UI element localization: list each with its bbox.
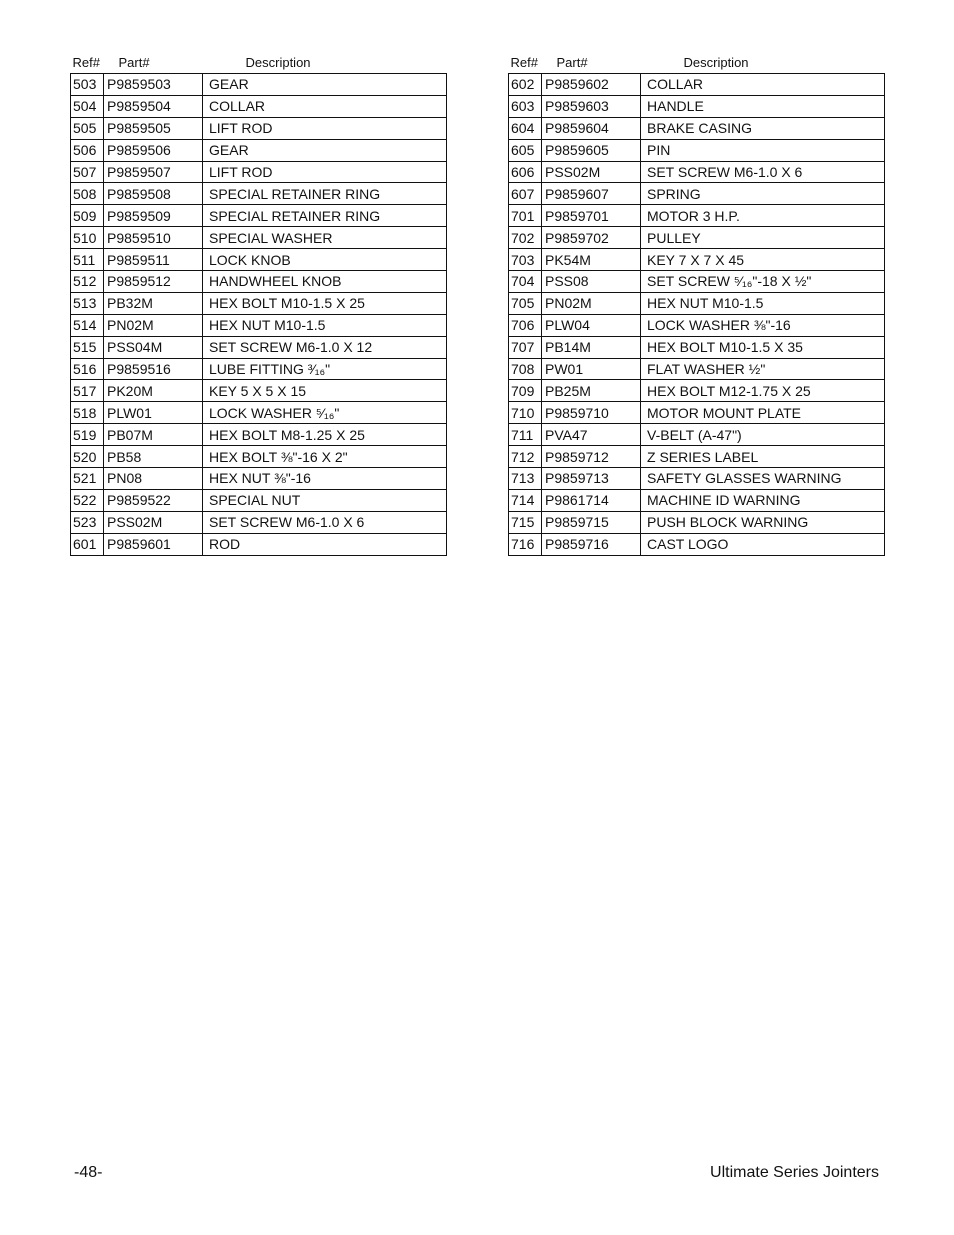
part-number-cell: PB58 — [104, 446, 203, 468]
ref-cell: 516 — [71, 358, 104, 380]
ref-cell: 517 — [71, 380, 104, 402]
part-number-cell: P9859503 — [104, 74, 203, 96]
part-number-cell: PLW01 — [104, 402, 203, 424]
table-row — [71, 74, 447, 96]
ref-cell: 601 — [71, 533, 104, 555]
part-number-cell: PB07M — [104, 424, 203, 446]
ref-cell: 604 — [509, 117, 542, 139]
part-number-cell: P9859710 — [542, 402, 641, 424]
description-cell: SAFETY GLASSES WARNING — [641, 468, 885, 490]
table-row — [509, 161, 885, 183]
ref-cell: 705 — [509, 292, 542, 314]
description-cell: LIFT ROD — [203, 117, 447, 139]
table-row — [71, 117, 447, 139]
part-number-cell: PSS04M — [104, 336, 203, 358]
table-row — [71, 271, 447, 293]
part-number-cell: P9859505 — [104, 117, 203, 139]
table-row — [71, 183, 447, 205]
part-number-cell: PSS02M — [104, 511, 203, 533]
description-cell: PULLEY — [641, 227, 885, 249]
ref-cell: 710 — [509, 402, 542, 424]
ref-cell: 522 — [71, 489, 104, 511]
part-number-cell: PB32M — [104, 292, 203, 314]
part-number-cell: P9859713 — [542, 468, 641, 490]
table-row — [71, 402, 447, 424]
ref-cell: 708 — [509, 358, 542, 380]
description-cell: GEAR — [203, 74, 447, 96]
description-cell: LIFT ROD — [203, 161, 447, 183]
ref-cell: 523 — [71, 511, 104, 533]
table-header-row — [509, 52, 885, 74]
column-header-ref: Ref# — [72, 55, 100, 70]
table-row — [71, 358, 447, 380]
description-cell: HEX NUT M10-1.5 — [203, 314, 447, 336]
ref-cell: 505 — [71, 117, 104, 139]
ref-cell: 511 — [71, 249, 104, 271]
part-number-cell: PN08 — [104, 468, 203, 490]
part-number-cell: P9861714 — [542, 489, 641, 511]
table-row — [71, 468, 447, 490]
part-number-cell: P9859601 — [104, 533, 203, 555]
ref-cell: 716 — [509, 533, 542, 555]
table-row — [509, 271, 885, 293]
ref-cell: 514 — [71, 314, 104, 336]
table-row — [509, 314, 885, 336]
part-number-cell: P9859508 — [104, 183, 203, 205]
ref-cell: 714 — [509, 489, 542, 511]
table-row — [71, 205, 447, 227]
part-number-cell: PW01 — [542, 358, 641, 380]
description-cell: LOCK KNOB — [203, 249, 447, 271]
table-row — [509, 292, 885, 314]
description-cell: HANDWHEEL KNOB — [203, 271, 447, 293]
column-header-description: Description — [245, 55, 311, 70]
ref-cell: 704 — [509, 271, 542, 293]
description-cell: FLAT WASHER ½" — [641, 358, 885, 380]
ref-cell: 504 — [71, 95, 104, 117]
part-number-cell: PK54M — [542, 249, 641, 271]
table-row — [71, 533, 447, 555]
description-cell: HEX NUT ⅜"-16 — [203, 468, 447, 490]
ref-cell: 702 — [509, 227, 542, 249]
table-row — [509, 117, 885, 139]
parts-table-left — [70, 52, 447, 556]
description-cell: MOTOR 3 H.P. — [641, 205, 885, 227]
ref-cell: 703 — [509, 249, 542, 271]
part-number-cell: P9859712 — [542, 446, 641, 468]
table-row — [71, 446, 447, 468]
ref-cell: 512 — [71, 271, 104, 293]
description-cell: Z SERIES LABEL — [641, 446, 885, 468]
description-cell: MOTOR MOUNT PLATE — [641, 402, 885, 424]
part-number-cell: P9859715 — [542, 511, 641, 533]
description-cell: LUBE FITTING ³⁄₁₆" — [203, 358, 447, 380]
description-cell: SET SCREW M6-1.0 X 6 — [641, 161, 885, 183]
table-row — [509, 489, 885, 511]
ref-cell: 712 — [509, 446, 542, 468]
ref-cell: 709 — [509, 380, 542, 402]
table-row — [71, 380, 447, 402]
description-cell: BRAKE CASING — [641, 117, 885, 139]
column-header-description: Description — [683, 55, 749, 70]
part-number-cell: P9859607 — [542, 183, 641, 205]
table-row — [71, 511, 447, 533]
table-row — [509, 95, 885, 117]
description-cell: HANDLE — [641, 95, 885, 117]
table-row — [509, 74, 885, 96]
part-number-cell: P9859702 — [542, 227, 641, 249]
description-cell: COLLAR — [203, 95, 447, 117]
ref-cell: 713 — [509, 468, 542, 490]
ref-cell: 521 — [71, 468, 104, 490]
table-row — [71, 227, 447, 249]
ref-cell: 506 — [71, 139, 104, 161]
ref-cell: 520 — [71, 446, 104, 468]
table-row — [509, 424, 885, 446]
part-number-cell: P9859701 — [542, 205, 641, 227]
description-cell: HEX BOLT ⅜"-16 X 2" — [203, 446, 447, 468]
part-number-cell: PB25M — [542, 380, 641, 402]
part-number-cell: PLW04 — [542, 314, 641, 336]
table-row — [509, 402, 885, 424]
table-row — [71, 95, 447, 117]
table-row — [509, 336, 885, 358]
description-cell: KEY 7 X 7 X 45 — [641, 249, 885, 271]
ref-cell: 706 — [509, 314, 542, 336]
part-number-cell: P9859511 — [104, 249, 203, 271]
part-number-cell: PK20M — [104, 380, 203, 402]
part-number-cell: P9859522 — [104, 489, 203, 511]
description-cell: SET SCREW M6-1.0 X 12 — [203, 336, 447, 358]
column-header-part: Part# — [556, 55, 588, 70]
description-cell: SPECIAL RETAINER RING — [203, 183, 447, 205]
description-cell: HEX BOLT M10-1.5 X 25 — [203, 292, 447, 314]
part-number-cell: PSS08 — [542, 271, 641, 293]
table-row — [509, 468, 885, 490]
part-number-cell: P9859510 — [104, 227, 203, 249]
description-cell: COLLAR — [641, 74, 885, 96]
description-cell: SPECIAL WASHER — [203, 227, 447, 249]
ref-cell: 508 — [71, 183, 104, 205]
description-cell: SPECIAL RETAINER RING — [203, 205, 447, 227]
description-cell: V-BELT (A-47") — [641, 424, 885, 446]
description-cell: SET SCREW ⁵⁄₁₆"-18 X ½" — [641, 271, 885, 293]
table-row — [71, 161, 447, 183]
part-number-cell: P9859605 — [542, 139, 641, 161]
ref-cell: 711 — [509, 424, 542, 446]
table-row — [509, 358, 885, 380]
description-cell: CAST LOGO — [641, 533, 885, 555]
description-cell: ROD — [203, 533, 447, 555]
part-number-cell: P9859516 — [104, 358, 203, 380]
description-cell: SPRING — [641, 183, 885, 205]
description-cell: MACHINE ID WARNING — [641, 489, 885, 511]
table-row — [71, 292, 447, 314]
ref-cell: 603 — [509, 95, 542, 117]
table-row — [71, 489, 447, 511]
table-row — [509, 227, 885, 249]
description-cell: GEAR — [203, 139, 447, 161]
ref-cell: 607 — [509, 183, 542, 205]
table-row — [509, 446, 885, 468]
description-cell: PIN — [641, 139, 885, 161]
table-row — [71, 139, 447, 161]
description-cell: KEY 5 X 5 X 15 — [203, 380, 447, 402]
table-row — [71, 424, 447, 446]
ref-cell: 503 — [71, 74, 104, 96]
description-cell: HEX BOLT M12-1.75 X 25 — [641, 380, 885, 402]
part-number-cell: P9859506 — [104, 139, 203, 161]
part-number-cell: P9859509 — [104, 205, 203, 227]
part-number-cell: P9859507 — [104, 161, 203, 183]
table-row — [71, 336, 447, 358]
description-cell: SPECIAL NUT — [203, 489, 447, 511]
part-number-cell: P9859602 — [542, 74, 641, 96]
table-row — [509, 249, 885, 271]
column-header-ref: Ref# — [510, 55, 538, 70]
ref-cell: 509 — [71, 205, 104, 227]
table-row — [509, 511, 885, 533]
ref-cell: 701 — [509, 205, 542, 227]
ref-cell: 513 — [71, 292, 104, 314]
ref-cell: 518 — [71, 402, 104, 424]
part-number-cell: PN02M — [542, 292, 641, 314]
description-cell: PUSH BLOCK WARNING — [641, 511, 885, 533]
ref-cell: 602 — [509, 74, 542, 96]
parts-table-right — [508, 52, 885, 556]
table-row — [509, 139, 885, 161]
ref-cell: 605 — [509, 139, 542, 161]
table-header-row — [71, 52, 447, 74]
description-cell: LOCK WASHER ⁵⁄₁₆" — [203, 402, 447, 424]
ref-cell: 715 — [509, 511, 542, 533]
description-cell: SET SCREW M6-1.0 X 6 — [203, 511, 447, 533]
ref-cell: 507 — [71, 161, 104, 183]
part-number-cell: PSS02M — [542, 161, 641, 183]
table-row — [509, 533, 885, 555]
part-number-cell: PB14M — [542, 336, 641, 358]
description-cell: HEX BOLT M8-1.25 X 25 — [203, 424, 447, 446]
page-number: -48- — [74, 1164, 103, 1181]
table-row — [509, 380, 885, 402]
part-number-cell: P9859603 — [542, 95, 641, 117]
ref-cell: 510 — [71, 227, 104, 249]
document-title: Ultimate Series Jointers — [710, 1164, 879, 1181]
ref-cell: 606 — [509, 161, 542, 183]
ref-cell: 515 — [71, 336, 104, 358]
part-number-cell: PN02M — [104, 314, 203, 336]
table-row — [71, 249, 447, 271]
ref-cell: 707 — [509, 336, 542, 358]
table-row — [509, 183, 885, 205]
table-row — [71, 314, 447, 336]
column-header-part: Part# — [118, 55, 150, 70]
description-cell: HEX NUT M10-1.5 — [641, 292, 885, 314]
part-number-cell: P9859504 — [104, 95, 203, 117]
part-number-cell: P9859512 — [104, 271, 203, 293]
part-number-cell: P9859604 — [542, 117, 641, 139]
table-row — [509, 205, 885, 227]
description-cell: HEX BOLT M10-1.5 X 35 — [641, 336, 885, 358]
part-number-cell: P9859716 — [542, 533, 641, 555]
ref-cell: 519 — [71, 424, 104, 446]
description-cell: LOCK WASHER ⅜"-16 — [641, 314, 885, 336]
part-number-cell: PVA47 — [542, 424, 641, 446]
